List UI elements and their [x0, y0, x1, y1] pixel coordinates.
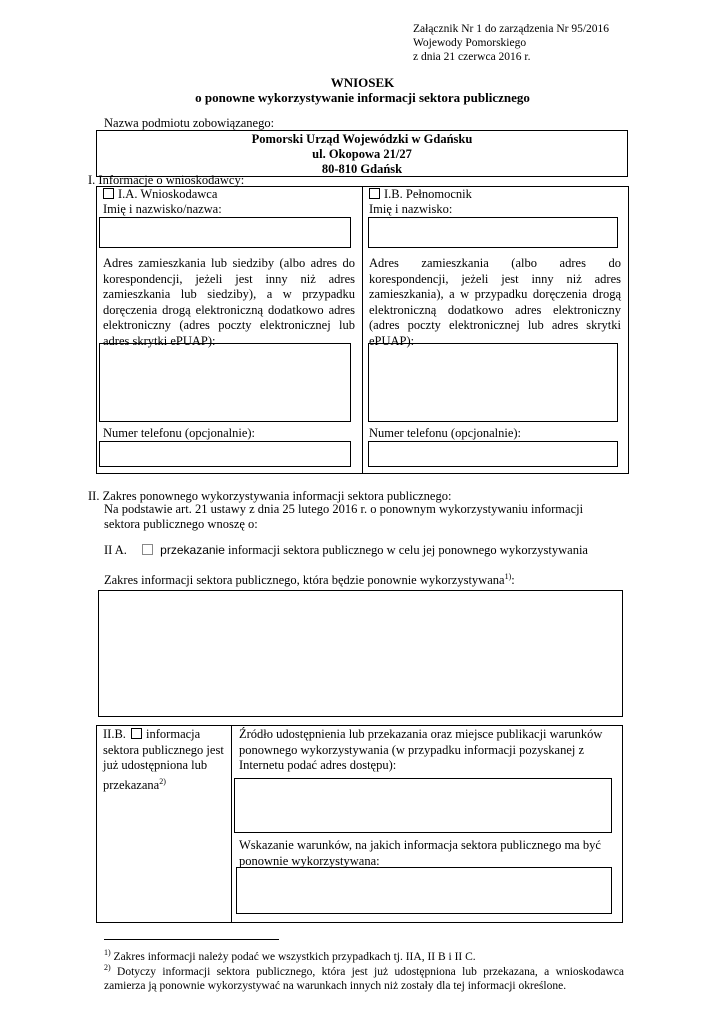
applicant-title-text: I.A. Wnioskodawca: [118, 187, 218, 201]
footnote-2: [104, 961, 624, 994]
annex-line-3: z dnia 21 czerwca 2016 r.: [413, 51, 531, 63]
proxy-phone-field[interactable]: [368, 441, 618, 467]
entity-name: Pomorski Urząd Wojewódzki w Gdańsku: [251, 132, 473, 146]
applicant-phone-label: Numer telefonu (opcjonalnie):: [103, 426, 256, 440]
entity-street: ul. Okopowa 21/27: [312, 147, 412, 161]
entity-city: 80-810 Gdańsk: [321, 162, 403, 176]
proxy-checkbox[interactable]: [369, 188, 380, 199]
section-1-divider: [362, 186, 363, 474]
option-iib-footnote-ref: 2): [159, 776, 166, 786]
footnote-1-text: Zakres informacji należy podać we wszystkich przypadkach tj. IIA, II B i II C.: [113, 950, 476, 963]
proxy-name-label: Imię i nazwisko:: [369, 202, 453, 216]
applicant-address-field[interactable]: [99, 343, 351, 422]
applicant-phone-field[interactable]: [99, 441, 351, 467]
annex-note: [413, 22, 609, 64]
scope-label-colon: :: [511, 573, 515, 588]
footnote-1-mark: 1): [104, 948, 111, 957]
document-subtitle: o ponowne wykorzystywanie informacji sektora publicznego: [195, 90, 530, 105]
section-2-intro: Na podstawie art. 21 ustawy z dnia 25 lutego 2016 r. o ponownym wykorzystywaniu informacji sektora publicznego wnoszę o:: [104, 502, 584, 531]
applicant-title: [103, 187, 217, 202]
section-1-heading: I. Informacje o wnioskodawcy:: [88, 173, 245, 187]
scope-label-text: Zakres informacji sektora publicznego, która będzie ponownie wykorzystywana: [104, 573, 505, 588]
option-iib-text: informacja sektora publicznego jest już udostępniona lub przekazana: [103, 727, 224, 792]
option-iia-emph: przekazanie: [160, 543, 225, 557]
source-label: Źródło udostępnienia lub przekazania oraz miejsce publikacji warunków ponownego wykorzystywania (w przypadku informacji pozyskanej z Internetu podać adres dostępu):: [239, 727, 603, 772]
document-title: WNIOSEK: [330, 75, 395, 90]
option-iib: [103, 727, 227, 793]
applicant-name-field[interactable]: [99, 217, 351, 248]
applicant-checkbox[interactable]: [103, 188, 114, 199]
proxy-phone-label: Numer telefonu (opcjonalnie):: [369, 426, 522, 440]
proxy-address-field[interactable]: [368, 343, 618, 422]
proxy-title: [369, 187, 472, 202]
applicant-name-label: Imię i nazwisko/nazwa:: [103, 202, 222, 216]
annex-line-2: Wojewody Pomorskiego: [413, 37, 527, 49]
scope-field[interactable]: [98, 590, 623, 717]
proxy-name-field[interactable]: [368, 217, 618, 248]
proxy-address-label: Adres zamieszkania (albo adres do korespondencji, jeżeli jest inny niż adres zamieszkania), a w przypadku doręczenia drogą elektroniczną dodatkowo adres elektroniczny (adres poczty elektronicznej lub adres skrytki ePUAP):: [369, 256, 621, 348]
entity-label: Nazwa podmiotu zobowiązanego:: [104, 116, 275, 130]
footnote-2-mark: 2): [104, 963, 111, 972]
conditions-field[interactable]: [236, 867, 612, 914]
footnote-separator: [104, 939, 279, 940]
option-iib-label: II.B.: [103, 727, 126, 741]
footnote-2-text: Dotyczy informacji sektora publicznego, która jest już udostępniona lub przekazana, a wnioskodawca zamierza ją ponownie wykorzystywać na warunkach innych niż zostały dla tej informacji określone.: [104, 965, 624, 993]
entity-box: [96, 130, 628, 177]
applicant-address-label: Adres zamieszkania lub siedziby (albo adres do korespondencji, jeżeli jest inny niż adres zamieszkania lub siedziby), a w przypadku doręczenia drogą elektroniczną dodatkowo adres elektroniczny (adres poczty elektronicznej lub adres skrytki ePUAP):: [103, 256, 355, 348]
scope-footnote-ref: 1): [504, 572, 512, 581]
section-2-heading: II. Zakres ponownego wykorzystywania informacji sektora publicznego:: [88, 489, 452, 503]
scope-label: [104, 572, 515, 588]
option-iia: [104, 543, 588, 558]
annex-line-1: Załącznik Nr 1 do zarządzenia Nr 95/2016: [413, 23, 610, 35]
source-field[interactable]: [234, 778, 612, 833]
option-iia-text: informacji sektora publicznego w celu jej ponownego wykorzystywania: [228, 543, 588, 557]
option-iib-checkbox[interactable]: [131, 728, 142, 739]
proxy-title-text: I.B. Pełnomocnik: [384, 187, 472, 201]
option-iia-label: II A.: [104, 543, 127, 557]
option-iia-checkbox[interactable]: [142, 544, 153, 555]
section-2b-divider: [231, 725, 232, 923]
conditions-label: Wskazanie warunków, na jakich informacja sektora publicznego ma być ponownie wykorzystywana:: [239, 838, 601, 868]
